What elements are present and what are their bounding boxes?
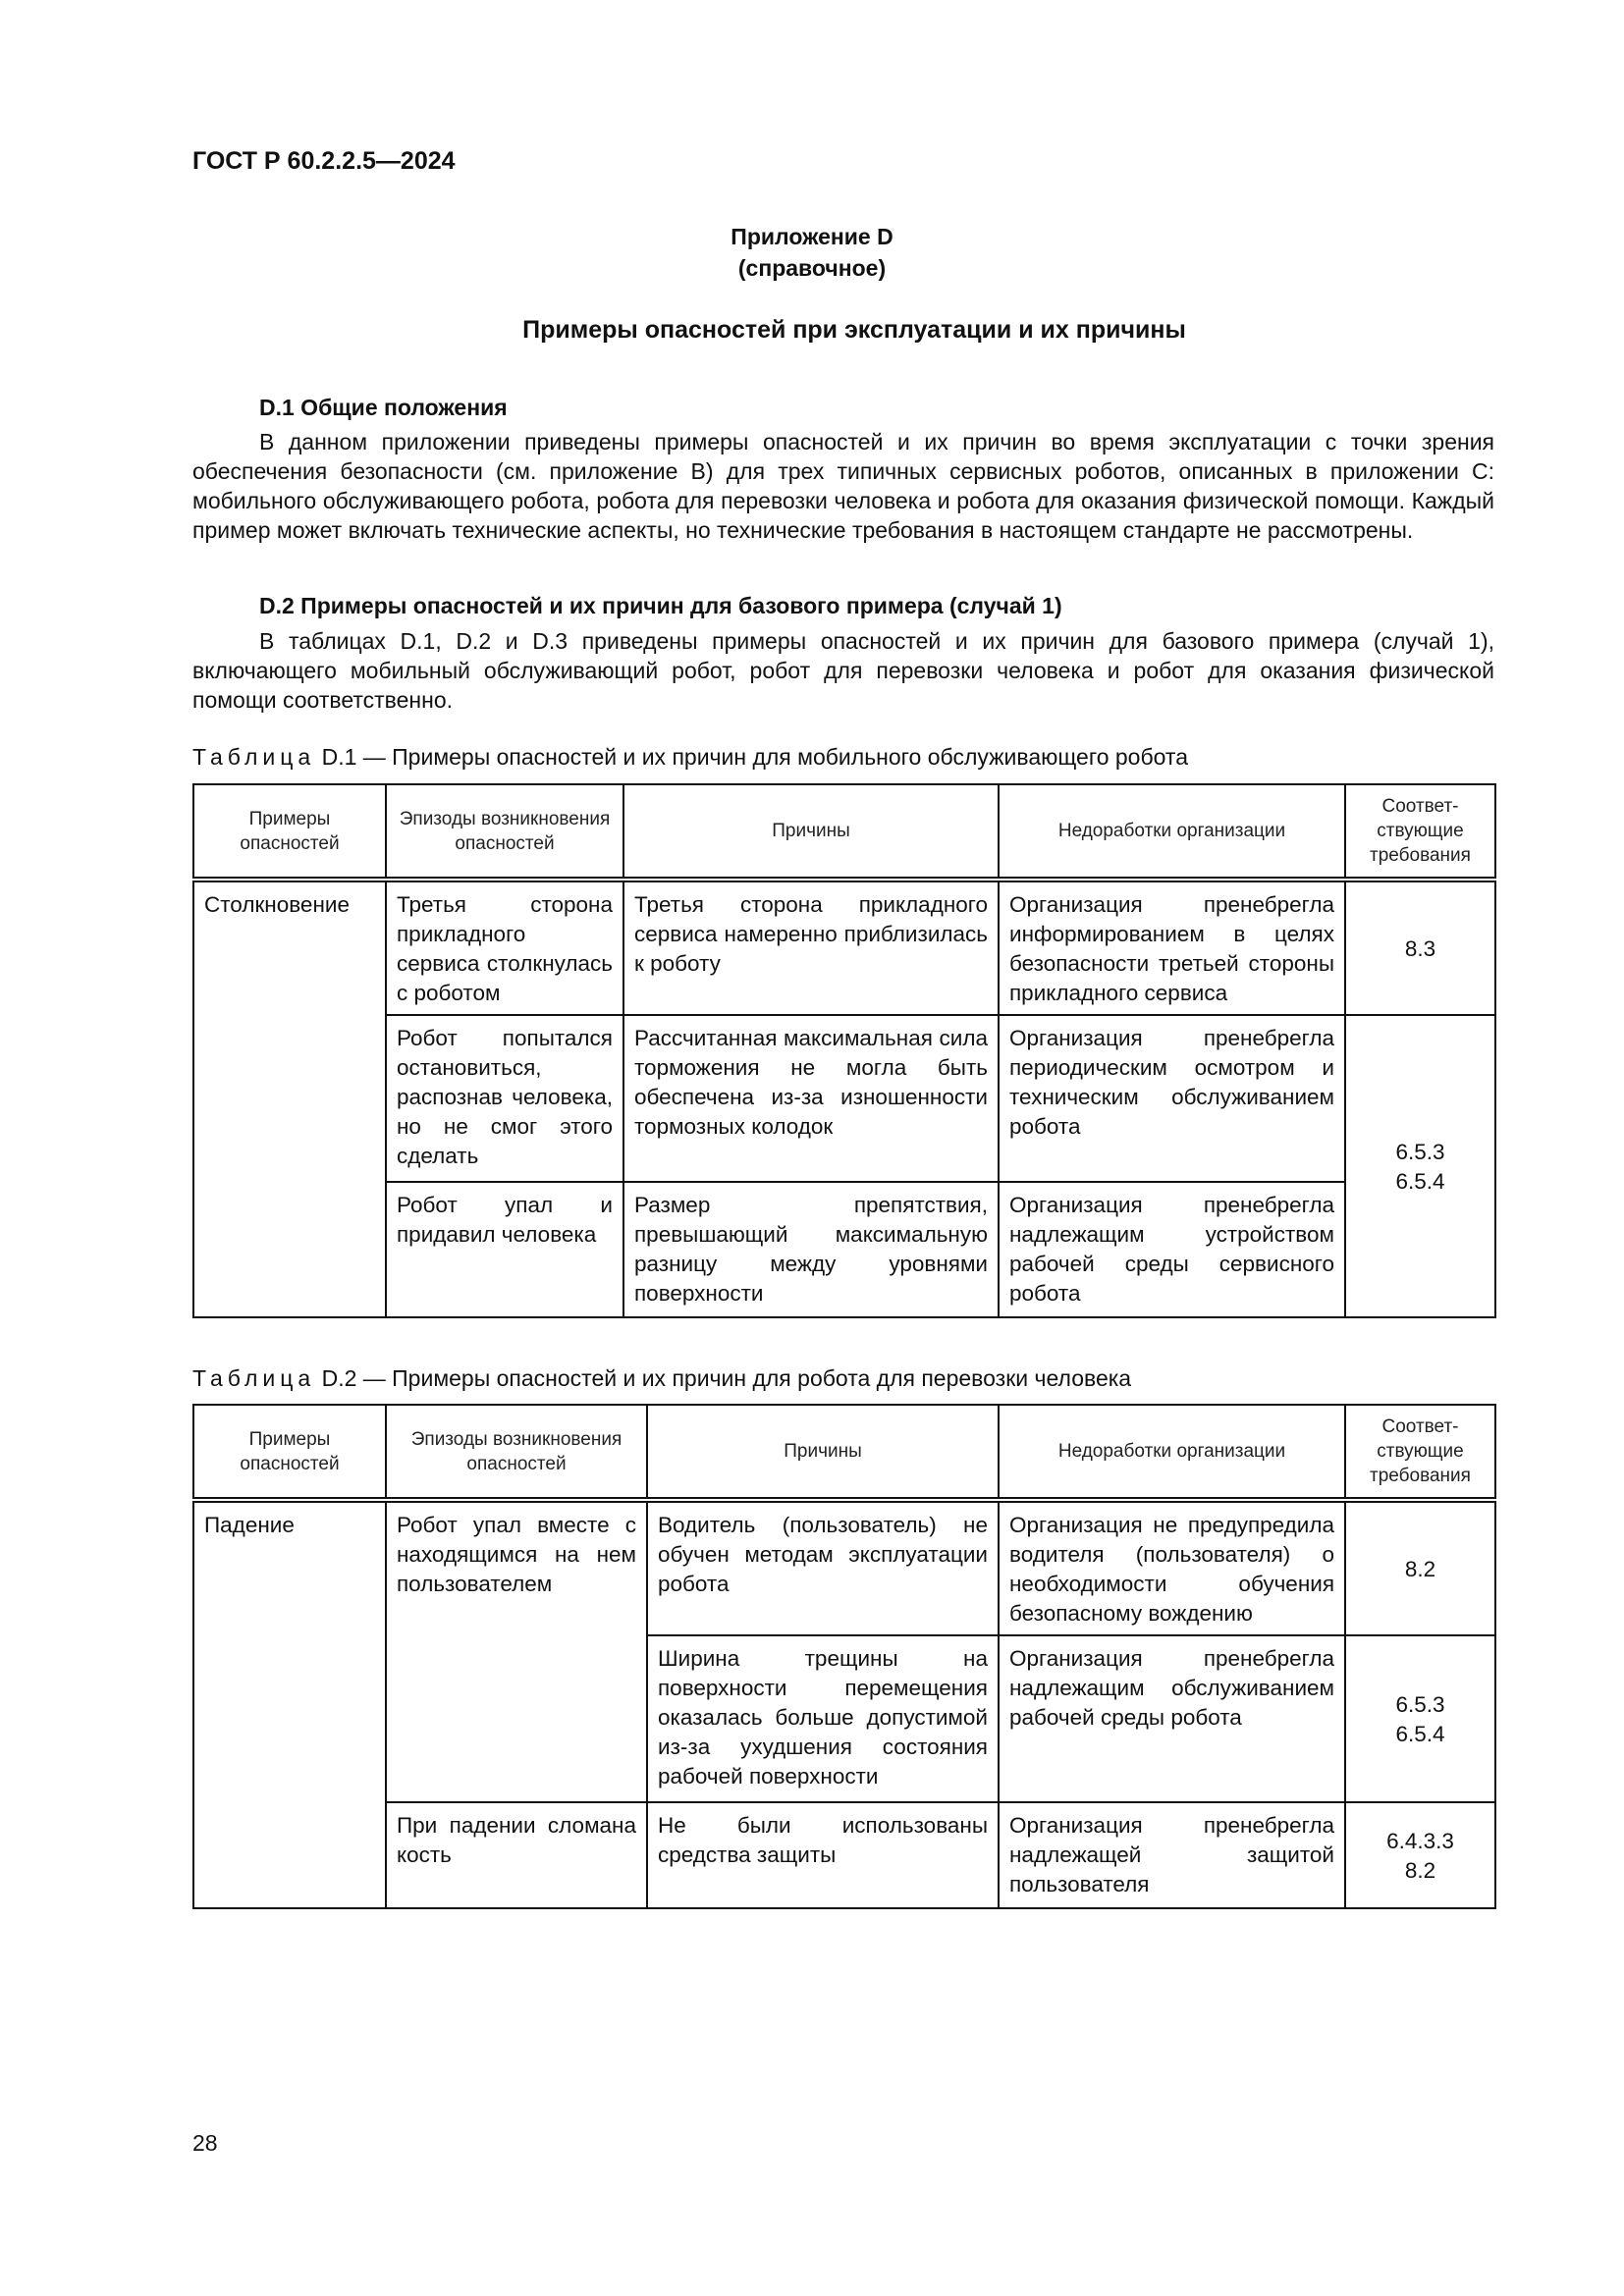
requirement-ref: 8.3 [1404, 936, 1436, 961]
table-row [193, 1015, 1495, 1182]
table-d1-caption [192, 744, 1188, 771]
requirements-cell [1345, 880, 1495, 1015]
org-failure-cell: Организация пренебрегла информированием в целях безопасности третьей стороны прикладного сервиса [999, 880, 1345, 1015]
requirement-ref: 6.4.3.3 [1386, 1829, 1454, 1853]
appendix-title: Приложение D [731, 224, 893, 249]
org-failure-cell: Организация пренебрегла надлежащей защитой пользователя [999, 1802, 1345, 1908]
section-heading-d1: D.1 Общие положения [259, 395, 508, 420]
table-d2-header-cause: Причины [647, 1405, 999, 1500]
requirement-ref: 6.5.3 [1395, 1140, 1445, 1164]
episode-cell: Робот попытался остановиться, распознав человека, но не смог этого сделать [386, 1015, 623, 1182]
table-d2-header-org-failure: Недоработки организации [999, 1405, 1345, 1500]
table-d1-header-episode: Эпизоды возникновения опасностей [386, 784, 623, 880]
cause-cell: Не были использованы средства защиты [647, 1802, 999, 1908]
table-d2-caption [192, 1365, 1131, 1392]
document-title: Примеры опасностей при эксплуатации и их причины [522, 316, 1186, 344]
table-d1-header-org-failure: Недоработки организации [999, 784, 1345, 880]
episode-cell: При падении сломана кость [386, 1802, 647, 1908]
requirements-cell [1345, 1015, 1495, 1317]
table-d2-caption-text: D.2 — Примеры опасностей и их причин для робота для перевозки человека [315, 1365, 1132, 1391]
requirements-cell [1345, 1802, 1495, 1908]
table-d2 [192, 1404, 1496, 1909]
cause-cell: Водитель (пользователь) не обучен методам эксплуатации робота [647, 1500, 999, 1635]
table-d2-header-hazard: Примеры опасностей [193, 1405, 386, 1500]
table-d1-header-hazard: Примеры опасностей [193, 784, 386, 880]
table-d1-caption-text: D.1 — Примеры опасностей и их причин для мобильного обслуживающего робота [315, 744, 1188, 770]
requirements-cell [1345, 1635, 1495, 1802]
episode-cell: Третья сторона прикладного сервиса столкнулась с роботом [386, 880, 623, 1015]
episode-cell: Робот упал и придавил человека [386, 1182, 623, 1317]
requirements-cell [1345, 1500, 1495, 1635]
requirement-ref: 6.5.3 [1395, 1692, 1445, 1717]
section-d1-text: В данном приложении приведены примеры опасностей и их причин во время эксплуатации с точки зрения обеспечения безопасности (см. приложение В) для трех типичных сервисных роботов, описанных в приложении С: мобильного обслуживающего робота, робота для перевозки человека и робота для оказания физической помощи. Каждый пример может включать технические аспекты, но технические требования в настоящем стандарте не рассмотрены. [192, 429, 1494, 543]
table-row [193, 1802, 1495, 1908]
table-d2-header-requirements: Соответ-ствующие требования [1345, 1405, 1495, 1500]
org-failure-cell: Организация пренебрегла надлежащим устройством рабочей среды сервисного робота [999, 1182, 1345, 1317]
cause-cell: Размер препятствия, превышающий максимальную разницу между уровнями поверхности [623, 1182, 999, 1317]
table-d2-hazard-cell: Падение [193, 1500, 386, 1908]
table-d1-caption-label: Таблица [192, 744, 316, 770]
section-heading-d2: D.2 Примеры опасностей и их причин для базового примера (случай 1) [259, 593, 1062, 618]
cause-cell: Ширина трещины на поверхности перемещения оказалась больше допустимой из-за ухудшения состояния рабочей поверхности [647, 1635, 999, 1802]
appendix-type: (справочное) [737, 255, 887, 281]
requirement-ref: 6.5.4 [1395, 1169, 1445, 1194]
table-d1-hazard-cell: Столкновение [193, 880, 386, 1317]
table-d2-header-row [193, 1405, 1495, 1500]
table-d1 [192, 783, 1496, 1318]
table-d1-header-cause: Причины [623, 784, 999, 880]
table-row [193, 880, 1495, 1015]
requirement-ref: 8.2 [1404, 1858, 1436, 1883]
table-d1-header-requirements: Соответ-ствующие требования [1345, 784, 1495, 880]
requirement-ref: 8.2 [1404, 1557, 1436, 1581]
table-d2-caption-label: Таблица [192, 1365, 316, 1391]
page-header-standard-code: ГОСТ Р 60.2.2.5—2024 [192, 147, 456, 175]
requirement-ref: 6.5.4 [1395, 1722, 1445, 1746]
org-failure-cell: Организация не предупредила водителя (пользователя) о необходимости обучения безопасному вождению [999, 1500, 1345, 1635]
cause-cell: Третья сторона прикладного сервиса намеренно приблизилась к роботу [623, 880, 999, 1015]
table-d2-header-episode: Эпизоды возникновения опасностей [386, 1405, 647, 1500]
org-failure-cell: Организация пренебрегла периодическим осмотром и техническим обслуживанием робота [999, 1015, 1345, 1182]
cause-cell: Рассчитанная максимальная сила торможения не могла быть обеспечена из-за изношенности тормозных колодок [623, 1015, 999, 1182]
section-d2-text: В таблицах D.1, D.2 и D.3 приведены примеры опасностей и их причин для базового примера (случай 1), включающего мобильный обслуживающий робот, робот для перевозки человека и робот для оказания физической помощи соответственно. [192, 628, 1494, 713]
table-d1-header-row [193, 784, 1495, 880]
page-number: 28 [192, 2130, 218, 2156]
table-row [193, 1500, 1495, 1635]
table-row [193, 1182, 1495, 1317]
org-failure-cell: Организация пренебрегла надлежащим обслуживанием рабочей среды робота [999, 1635, 1345, 1802]
episode-cell: Робот упал вместе с находящимся на нем пользователем [386, 1500, 647, 1802]
